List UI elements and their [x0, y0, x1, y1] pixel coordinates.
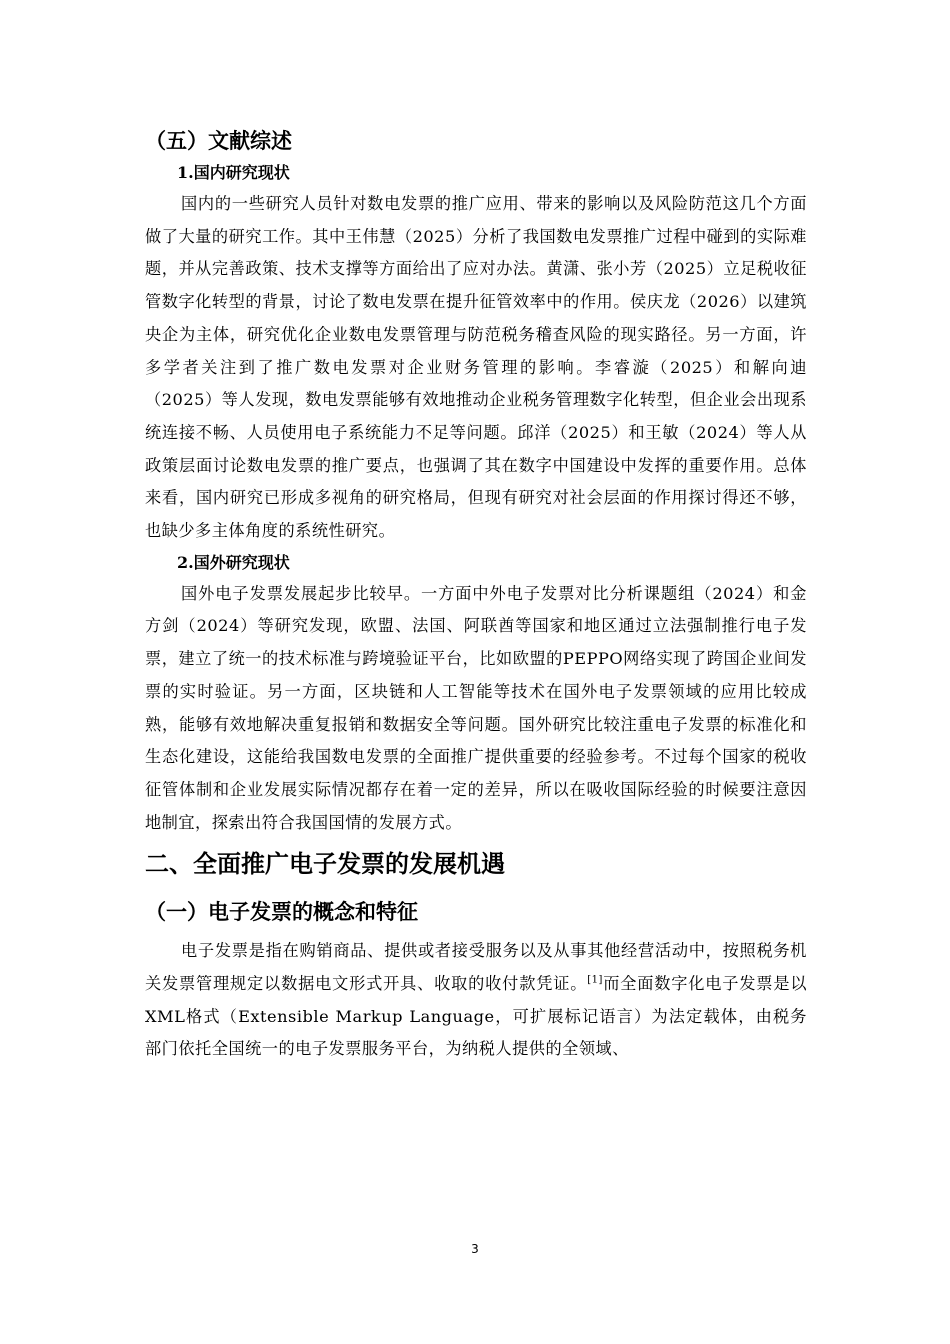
page-content [145, 124, 807, 1066]
chapter-heading-development-opportunities: 二、全面推广电子发票的发展机遇 [145, 850, 505, 879]
subheading-foreign-research: 2.国外研究现状 [177, 552, 290, 572]
footnote-reference[interactable]: [1] [587, 974, 603, 986]
page-number: 3 [471, 1242, 479, 1256]
paragraph-concept [145, 935, 807, 1066]
subheading-domestic-research: 1.国内研究现状 [177, 163, 290, 182]
paragraph-domestic-research: 国内的一些研究人员针对数电发票的推广应用、带来的影响以及风险防范这几个方面做了大量的研究工作。其中王伟慧（2025）分析了我国数电发票推广过程中碰到的实际难题，并从完善政策、技术支撑等方面给出了应对办法。黄潇、张小芳（2025）立足税收征管数字化转型的背景，讨论了数电发票在提升征管效率中的作用。侯庆龙（2026）以建筑央企为主体，研究优化企业数电发票管理与防范税务稽查风险的现实路径。另一方面，许多学者关注到了推广数电发票对企业财务管理的影响。李睿漩（2025）和解向迪（2025）等人发现，数电发票能够有效地推动企业税务管理数字化转型，但企业会出现系统连接不畅、人员使用电子系统能力不足等问题。邱洋（2025）和王敏（2024）等人从政策层面讨论数电发票的推广要点，也强调了其在数字中国建设中发挥的重要作用。总体来看，国内研究已形成多视角的研究格局，但现有研究对社会层面的作用探讨得还不够，也缺少多主体角度的系统性研究。 [145, 194, 807, 541]
paragraph-foreign-research: 国外电子发票发展起步比较早。一方面中外电子发票对比分析课题组（2024）和金方剑（2024）等研究发现，欧盟、法国、阿联酋等国家和地区通过立法强制推行电子发票，建立了统一的技术标准与跨境验证平台，比如欧盟的PEPPO网络实现了跨国企业间发票的实时验证。另一方面，区块链和人工智能等技术在国外电子发票领域的应用比较成熟，能够有效地解决重复报销和数据安全等问题。国外研究比较注重电子发票的标准化和生态化建设，这能给我国数电发票的全面推广提供重要的经验参考。不过每个国家的税收征管体制和企业发展实际情况都存在着一定的差异，所以在吸收国际经验的时候要注意因地制宜，探索出符合我国国情的发展方式。 [145, 583, 807, 832]
concept-text-part2: 而全面数字化电子发票是以XML格式（Extensible Markup Language，可扩展标记语言）为法定载体，由税务部门依托全国统一的电子发票服务平台，为纳税人提供的全领域、 [145, 974, 808, 1059]
section-heading-concept-and-features: （一）电子发票的概念和特征 [145, 900, 418, 925]
concept-text-part1: 电子发票是指在购销商品、提供或者接受服务以及从事其他经营活动中，按照税务机关发票管理规定以数据电文形式开具、收取的收付款凭证。 [145, 941, 807, 994]
section-heading-literature-review: （五）文献综述 [145, 129, 292, 153]
